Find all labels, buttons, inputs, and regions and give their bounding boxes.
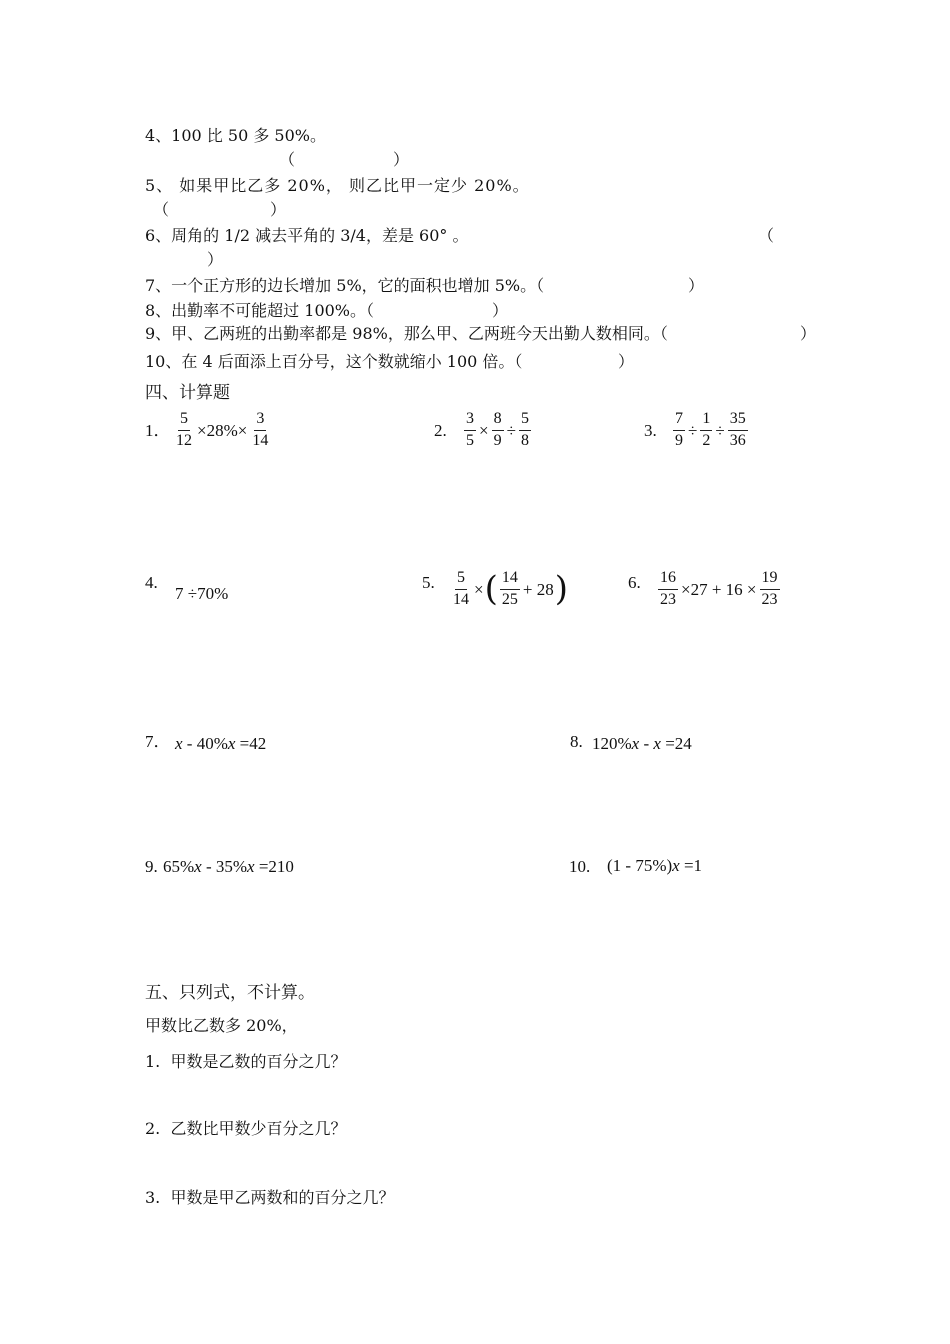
- answer-paren-close-7: ）: [688, 276, 705, 295]
- question-6: 6、周角的 1/2 减去平角的 3/4，差是 60° 。: [145, 226, 469, 245]
- answer-paren-close-10: ）: [618, 352, 635, 371]
- problem-5-label: 5.: [422, 573, 435, 592]
- problem-7-expression: x - 40%x =42: [175, 734, 267, 753]
- question-9: 9、甲、乙两班的出勤率都是 98%，那么甲、乙两班今天出勤人数相同。（: [145, 324, 668, 343]
- question-5: 5、 如果甲比乙多 20%， 则乙比甲一定少 20%。: [145, 176, 530, 195]
- fraction: $\frac{3}{14}$: [252, 410, 269, 449]
- problem-7-label: 7．: [145, 732, 171, 751]
- problem-4-expression: 7 ÷70%: [175, 584, 229, 603]
- answer-paren-close-5: ）: [270, 200, 287, 219]
- problem-10-label: 10.: [569, 857, 591, 876]
- problem-8-label: 8.: [570, 732, 583, 751]
- answer-paren-close-9: ）: [800, 324, 817, 343]
- answer-paren-close-8: ）: [492, 301, 509, 320]
- word-question-1: 1. 甲数是乙数的百分之几？: [145, 1052, 347, 1071]
- section-5-title: 五、只列式，不计算。: [145, 983, 315, 1003]
- problem-2-label: 2.: [434, 421, 447, 440]
- word-question-3: 3. 甲数是甲乙两数和的百分之几？: [145, 1188, 395, 1207]
- question-10: 10、在 4 后面添上百分号，这个数就缩小 100 倍。（: [145, 352, 523, 371]
- problem-2-expression: $\frac{3}{5}$ × $\frac{8}{9}$ ÷ $\frac{5}{8}$: [466, 410, 529, 449]
- section-5-premise: 甲数比乙数多 20%，: [145, 1016, 298, 1035]
- answer-paren-open-6[interactable]: （: [758, 226, 775, 245]
- problem-1-label: 1．: [145, 421, 171, 440]
- fraction: $\frac{5}{12}$: [176, 410, 192, 449]
- problem-6-label: 6.: [628, 573, 641, 592]
- problem-3-label: 3.: [644, 421, 657, 440]
- problem-8-expression: 120%x - x =24: [592, 734, 692, 753]
- problem-5-expression: $\frac{5}{14}$ × ( $\frac{14}{25}$ + 28 ): [453, 569, 568, 610]
- question-8: 8、出勤率不可能超过 100%。（: [145, 301, 375, 320]
- problem-3-expression: $\frac{7}{9}$ ÷ $\frac{1}{2}$ ÷ $\frac{35}{36}$: [675, 410, 746, 449]
- problem-9-label: 9.: [145, 857, 158, 876]
- problem-9-expression: 65%x - 35%x =210: [163, 857, 294, 876]
- answer-paren-open-4[interactable]: （: [279, 150, 296, 169]
- answer-paren-close-6: ）: [207, 250, 224, 269]
- question-7: 7、一个正方形的边长增加 5%，它的面积也增加 5%。（: [145, 276, 545, 295]
- word-question-2: 2. 乙数比甲数少百分之几？: [145, 1119, 347, 1138]
- answer-paren-close-4: ）: [393, 150, 410, 169]
- problem-1-expression: $\frac{5}{12}$ ×28%× $\frac{3}{14}$: [176, 410, 269, 449]
- problem-4-label: 4.: [145, 573, 158, 592]
- question-4: 4、100 比 50 多 50%。: [145, 126, 326, 145]
- section-4-title: 四、计算题: [145, 383, 230, 403]
- problem-6-expression: $\frac{16}{23}$ ×27 + 16 × $\frac{19}{23}$: [660, 569, 778, 608]
- answer-paren-open-5[interactable]: （: [153, 200, 170, 219]
- problem-10-expression: (1 - 75%)x =1: [607, 856, 703, 875]
